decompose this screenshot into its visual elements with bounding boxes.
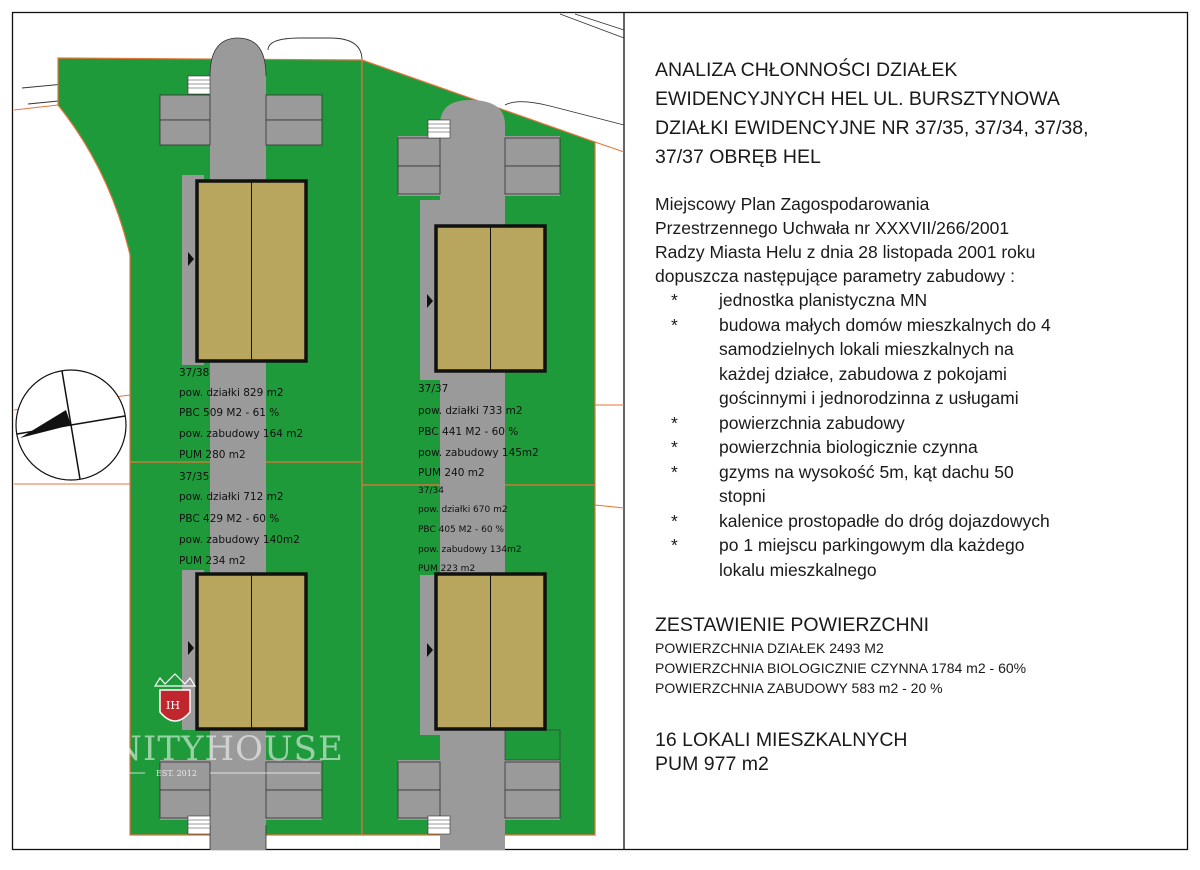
- totals-units: 16 LOKALI MIESZKALNYCH: [655, 729, 908, 751]
- bullet-star: *: [671, 290, 678, 310]
- parameter-item: [655, 288, 1185, 313]
- stairs-icon: [188, 76, 210, 94]
- title-line: EWIDENCYJNYCH HEL UL. BURSZTYNOWA: [655, 88, 1060, 110]
- plan-intro-line: Miejscowy Plan Zagospodarowania: [655, 194, 930, 214]
- plot-area: pow. działki 712 m2: [179, 491, 284, 503]
- bullet-star: *: [671, 437, 678, 457]
- boundary-ext-east-3: [595, 142, 624, 152]
- parameter-item: [655, 533, 1185, 582]
- building-37-34: [436, 574, 545, 729]
- summary-line: POWIERZCHNIA DZIAŁEK 2493 M2: [655, 640, 884, 656]
- plot-area: pow. działki 670 m2: [418, 505, 508, 515]
- plan-intro-line: Przestrzennego Uchwała nr XXXVII/266/2001: [655, 218, 1010, 238]
- info-panel: [655, 56, 1185, 776]
- plot-pbc: PBC 441 M2 - 60 %: [418, 426, 519, 438]
- bullet-star: *: [671, 535, 678, 555]
- plot-id: 37/37: [418, 383, 449, 395]
- stairs-icon: [188, 816, 210, 834]
- summary-line: POWIERZCHNIA BIOLOGICZNIE CZYNNA 1784 m2 - 60%: [655, 660, 1027, 676]
- boundary-ext-west-3: [14, 105, 58, 110]
- bullet-star: *: [671, 510, 678, 531]
- plot-id: 37/34: [418, 486, 444, 496]
- plot-pum: PUM 223 m2: [418, 564, 476, 574]
- bullet-star: *: [671, 461, 678, 482]
- plot-built: pow. zabudowy 145m2: [418, 447, 539, 459]
- watermark-monogram: IH: [166, 699, 180, 712]
- parameter-text: powierzchnia zabudowy: [719, 412, 905, 433]
- title-line: 37/37 OBRĘB HEL: [655, 146, 821, 168]
- parameter-item: [655, 411, 1185, 436]
- plot-built: pow. zabudowy 134m2: [418, 545, 522, 555]
- document-title: [655, 56, 1185, 172]
- plan-intro-lines: [655, 192, 1185, 288]
- plot-built: pow. zabudowy 140m2: [179, 534, 300, 546]
- parameter-item: [655, 313, 1185, 411]
- parameter-text: powierzchnia biologicznie czynna: [719, 437, 978, 457]
- plot-area: pow. działki 733 m2: [418, 405, 523, 417]
- parameter-text: jednostka planistyczna MN: [719, 290, 928, 310]
- parameter-text: gzyms na wysokość 5m, kąt dachu 50 stopni: [719, 461, 1014, 506]
- plot-pum: PUM 280 m2: [179, 449, 246, 461]
- parameter-item: [655, 435, 1185, 460]
- summary-line: POWIERZCHNIA ZABUDOWY 583 m2 - 20 %: [655, 680, 943, 696]
- building-37-37: [436, 226, 545, 371]
- stairs-icon: [428, 120, 450, 138]
- watermark-brand: INFINITYHOUSE: [28, 729, 344, 769]
- plot-built: pow. zabudowy 164 m2: [179, 428, 304, 440]
- parameter-text: po 1 miejscu parkingowym dla każdego lokalu mieszkalnego: [719, 535, 1025, 580]
- street-outline-corner: [560, 14, 624, 38]
- title-line: ANALIZA CHŁONNOŚCI DZIAŁEK: [655, 59, 958, 81]
- parameter-item: [655, 509, 1185, 534]
- plan-intro-line: Radzy Miasta Helu z dnia 28 listopada 2001 roku: [655, 242, 1036, 262]
- summary-heading: ZESTAWIENIE POWIERZCHNI: [655, 614, 930, 636]
- bullet-star: *: [671, 314, 678, 335]
- parameter-text: budowa małych domów mieszkalnych do 4 samodzielnych lokali mieszkalnych na każdej działce, zabudowa z pokojami gościnnymi i jednorodzinna z usługami: [719, 314, 1051, 408]
- north-arrow-icon: [16, 370, 126, 480]
- plot-pbc: PBC 429 M2 - 60 %: [179, 513, 280, 525]
- plot-pum: PUM 234 m2: [179, 555, 246, 567]
- plan-intro-line: dopuszcza następujące parametry zabudowy :: [655, 266, 1015, 286]
- boundary-ext-east-2: [595, 505, 624, 508]
- watermark-est: EST. 2012: [156, 769, 197, 778]
- plot-pum: PUM 240 m2: [418, 467, 485, 479]
- plot-id: 37/38: [179, 367, 210, 379]
- street-outline-curve: [268, 38, 362, 60]
- summary-lines: [655, 638, 1185, 698]
- parameter-item: [655, 460, 1185, 509]
- plot-pbc: PBC 509 M2 - 61 %: [179, 407, 280, 419]
- plan-intro: [655, 192, 1185, 582]
- stairs-icon: [428, 816, 450, 834]
- plot-id: 37/35: [179, 471, 210, 483]
- totals: [655, 728, 1185, 776]
- parameter-text: kalenice prostopadłe do dróg dojazdowych: [719, 510, 1050, 531]
- parameters-list: [655, 288, 1185, 582]
- totals-pum: PUM 977 m2: [655, 753, 769, 775]
- building-37-35: [197, 574, 306, 729]
- building-37-38: [197, 181, 306, 361]
- title-line: DZIAŁKI EWIDENCYJNE NR 37/35, 37/34, 37/38,: [655, 117, 1089, 139]
- bullet-star: *: [671, 412, 678, 433]
- plot-pbc: PBC 405 M2 - 60 %: [418, 525, 504, 535]
- plot-area: pow. działki 829 m2: [179, 387, 284, 399]
